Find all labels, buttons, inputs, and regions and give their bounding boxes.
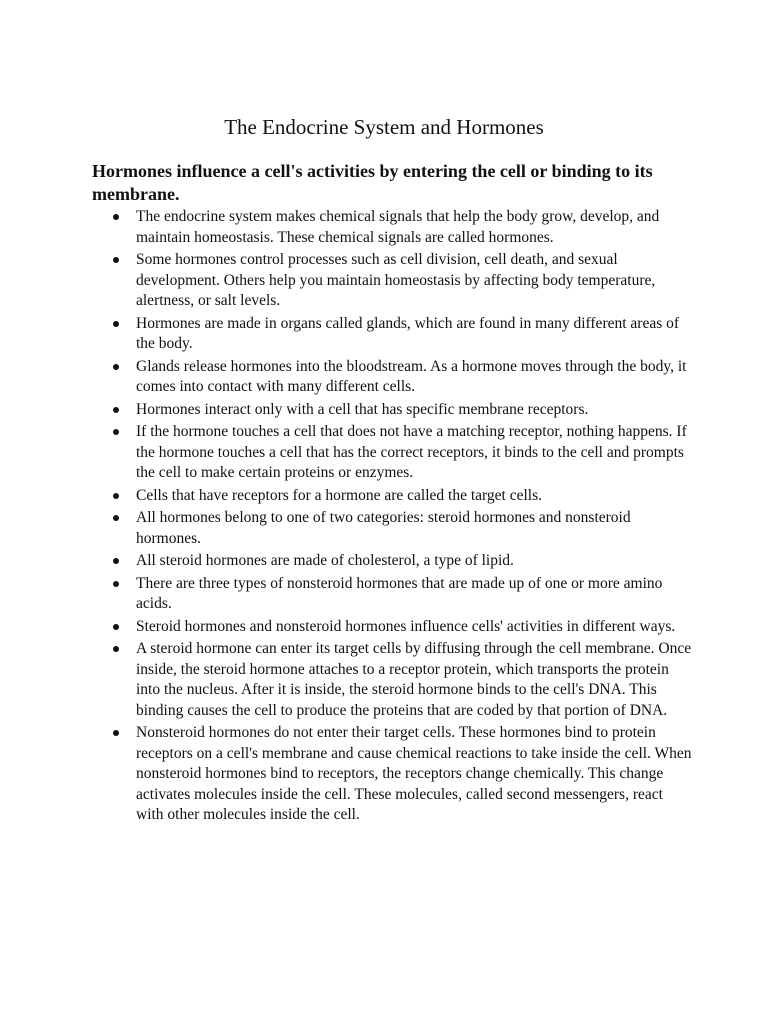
bullet-item-9	[92, 551, 692, 572]
bullet-text: Hormones are made in organs called glands, which are found in many different areas of the body.	[136, 314, 680, 352]
bullet-icon	[113, 407, 119, 413]
bullet-icon	[113, 429, 119, 435]
bullet-item-12	[92, 639, 692, 721]
bullet-item-7	[92, 486, 692, 507]
bullet-icon	[113, 558, 119, 564]
bullet-item-6	[92, 422, 692, 484]
bullet-text: Some hormones control processes such as cell division, cell death, and sexual development. Others help you maintain homeostasis by affecting body temperature, alertness, or salt levels.	[136, 251, 656, 309]
bullet-icon	[113, 364, 119, 370]
bullet-item-4	[92, 357, 692, 398]
bullet-icon	[113, 624, 119, 630]
bullet-text: Cells that have receptors for a hormone are called the target cells.	[136, 486, 542, 504]
section-heading: Hormones influence a cell's activities by entering the cell or binding to its membrane.	[92, 161, 653, 204]
bullet-item-10	[92, 574, 692, 615]
bullet-text: Nonsteroid hormones do not enter their target cells. These hormones bind to protein receptors on a cell's membrane and cause chemical reactions to take inside the cell. When nonsteroid hormones bind to receptors, the receptors change chemically. This change activates molecules inside the cell. These molecules, called second messengers, react with other molecules inside the cell.	[136, 724, 692, 823]
bullet-list	[92, 207, 692, 828]
bullet-item-1	[92, 207, 692, 248]
bullet-icon	[113, 321, 119, 327]
bullet-item-2	[92, 250, 692, 312]
bullet-icon	[113, 257, 119, 263]
bullet-icon	[113, 730, 119, 736]
bullet-icon	[113, 493, 119, 499]
bullet-icon	[113, 646, 119, 652]
bullet-text: All steroid hormones are made of cholesterol, a type of lipid.	[136, 552, 514, 569]
bullet-text: If the hormone touches a cell that does not have a matching receptor, nothing happens. If the hormone touches a cell that has the correct receptors, it binds to the cell and prompts the cell to make certain proteins or enzymes.	[136, 423, 687, 481]
bullet-text: All hormones belong to one of two categories: steroid hormones and nonsteroid hormones.	[136, 509, 631, 547]
bullet-item-3	[92, 314, 692, 355]
bullet-text: The endocrine system makes chemical signals that help the body grow, develop, and maintain homeostasis. These chemical signals are called hormones.	[136, 208, 660, 246]
document-title: The Endocrine System and Hormones	[224, 115, 544, 139]
bullet-icon	[113, 515, 119, 521]
bullet-item-11	[92, 617, 692, 638]
bullet-text: A steroid hormone can enter its target cells by diffusing through the cell membrane. Once inside, the steroid hormone attaches to a receptor protein, which transports the protein into the nucleus. After it is inside, the steroid hormone binds to the cell's DNA. This binding causes the cell to produce the proteins that are coded by that portion of DNA.	[136, 640, 692, 719]
bullet-icon	[113, 214, 119, 220]
bullet-text: Glands release hormones into the bloodstream. As a hormone moves through the body, it comes into contact with many different cells.	[136, 357, 687, 395]
bullet-item-8	[92, 508, 692, 549]
bullet-item-5	[92, 400, 692, 421]
bullet-text: Hormones interact only with a cell that has specific membrane receptors.	[136, 400, 589, 418]
bullet-text: Steroid hormones and nonsteroid hormones influence cells' activities in different ways.	[136, 617, 676, 635]
bullet-item-13	[92, 723, 692, 826]
bullet-text: There are three types of nonsteroid hormones that are made up of one or more amino acids.	[136, 574, 663, 612]
bullet-icon	[113, 581, 119, 587]
